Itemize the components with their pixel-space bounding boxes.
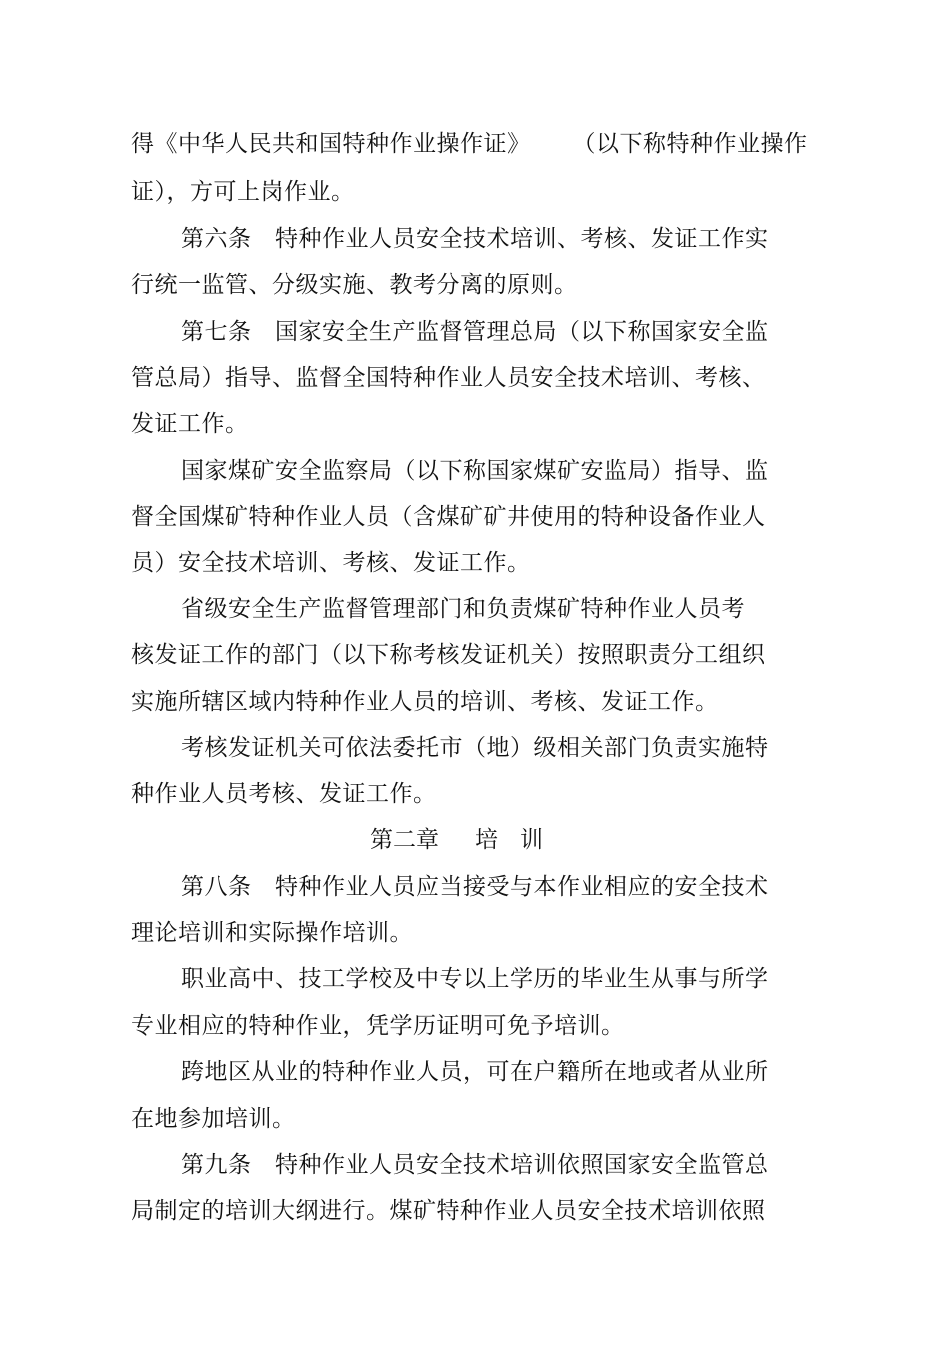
chapter-number: 第二章: [370, 827, 439, 853]
chapter-title-char-1: 培: [475, 827, 498, 853]
article-7-line-2: 管总局）指导、监督全国特种作业人员安全技术培训、考核、: [131, 365, 766, 391]
paragraph-delegation-line-1: 考核发证机关可依法委托市（地）级相关部门负责实施特: [181, 735, 769, 761]
paragraph-cross-region-line-1: 跨地区从业的特种作业人员，可在户籍所在地或者从业所: [181, 1059, 769, 1085]
article-7-line-1: 第七条 国家安全生产监督管理总局（以下称国家安全监: [181, 319, 769, 345]
text-line-1-part-a: 得《中华人民共和国特种作业操作证》: [131, 131, 531, 157]
paragraph-coal-line-3: 员）安全技术培训、考核、发证工作。: [131, 550, 531, 576]
article-7-line-3: 发证工作。: [131, 411, 249, 437]
text-line-1: [131, 129, 808, 159]
paragraph-provincial-line-1: 省级安全生产监督管理部门和负责煤矿特种作业人员考: [181, 596, 745, 622]
paragraph-provincial-line-3: 实施所辖区域内特种作业人员的培训、考核、发证工作。: [131, 689, 719, 715]
article-8-line-2: 理论培训和实际操作培训。: [131, 920, 413, 946]
text-line-1-part-b: （以下称特种作业操作: [572, 131, 808, 157]
article-9-line-2: 局制定的培训大纲进行。煤矿特种作业人员安全技术培训依照: [131, 1198, 766, 1224]
article-9-line-1: 第九条 特种作业人员安全技术培训依照国家安全监管总: [181, 1152, 769, 1178]
paragraph-coal-line-1: 国家煤矿安全监察局（以下称国家煤矿安监局）指导、监: [181, 458, 769, 484]
paragraph-graduates-line-1: 职业高中、技工学校及中专以上学历的毕业生从事与所学: [181, 966, 769, 992]
text-line-2: 证），方可上岗作业。: [131, 179, 355, 205]
paragraph-delegation-line-2: 种作业人员考核、发证工作。: [131, 781, 437, 807]
paragraph-coal-line-2: 督全国煤矿特种作业人员（含煤矿矿井使用的特种设备作业人: [131, 504, 766, 530]
chapter-heading: [370, 825, 543, 855]
article-6-line-1: 第六条 特种作业人员安全技术培训、考核、发证工作实: [181, 226, 769, 252]
chapter-title-char-2: 训: [520, 827, 543, 853]
paragraph-cross-region-line-2: 在地参加培训。: [131, 1106, 296, 1132]
article-8-line-1: 第八条 特种作业人员应当接受与本作业相应的安全技术: [181, 874, 769, 900]
article-6-line-2: 行统一监管、分级实施、教考分离的原则。: [131, 272, 578, 298]
paragraph-provincial-line-2: 核发证工作的部门（以下称考核发证机关）按照职责分工组织: [131, 642, 766, 668]
paragraph-graduates-line-2: 专业相应的特种作业，凭学历证明可免予培训。: [131, 1013, 625, 1039]
